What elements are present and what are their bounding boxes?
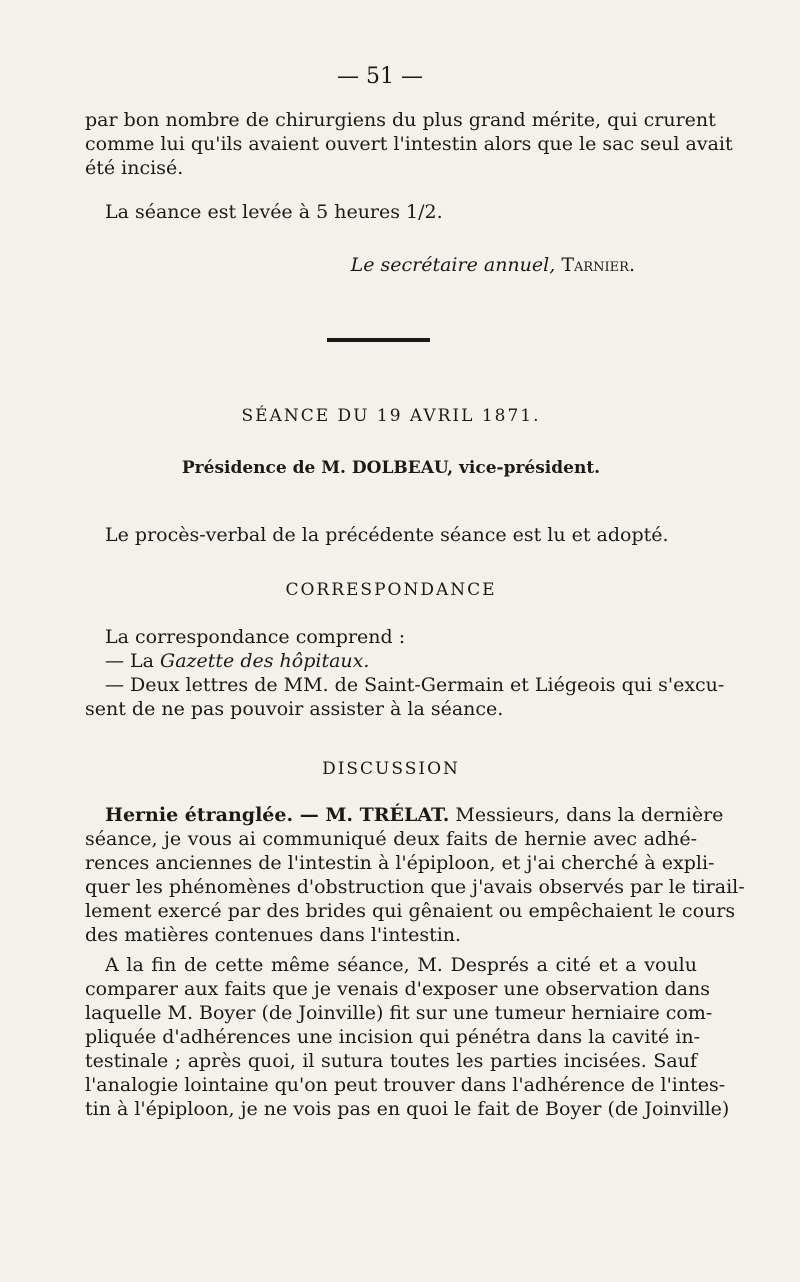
presidency-line: Présidence de M. DOLBEAU, vice-président.: [181, 458, 601, 478]
text-line: rences anciennes de l'intestin à l'épiploon, et j'ai cherché à expli-: [85, 852, 715, 874]
signature-name: Tarnier.: [561, 254, 635, 276]
minutes-line: Le procès-verbal de la précédente séance est lu et adopté.: [105, 524, 669, 546]
signature-role: Le secrétaire annuel,: [350, 254, 556, 276]
text-line: testinale ; après quoi, il sutura toutes les parties incisées. Sauf: [85, 1050, 697, 1072]
text-line: été incisé.: [85, 157, 184, 179]
section-divider: [327, 338, 430, 342]
journal-title: Gazette des hôpitaux.: [160, 650, 370, 672]
discussion-paragraph-2: [85, 953, 730, 1121]
session-title: SÉANCE DU 19 AVRIL 1871.: [241, 406, 541, 426]
correspondence-intro: La correspondance comprend :: [105, 626, 406, 648]
text-line: comme lui qu'ils avaient ouvert l'intestin alors que le sac seul avait: [85, 133, 733, 155]
discussion-heading: DISCUSSION: [322, 759, 460, 779]
text-line: l'analogie lointaine qu'on peut trouver dans l'adhérence de l'intes-: [85, 1074, 726, 1096]
correspondence-list: [85, 625, 725, 721]
correspondence-item: — La Gazette des hôpitaux.: [105, 650, 370, 672]
text-line: comparer aux faits que je venais d'exposer une observation dans: [85, 978, 710, 1000]
text-line: tin à l'épiploon, je ne vois pas en quoi le fait de Boyer (de Joinville): [85, 1098, 730, 1120]
correspondence-item: — Deux lettres de MM. de Saint-Germain et Liégeois qui s'excu-: [105, 674, 725, 696]
correspondence-item: sent de ne pas pouvoir assister à la séance.: [85, 698, 504, 720]
discussion-subject: Hernie étranglée.: [105, 804, 294, 826]
speaker: — M. TRÉLAT.: [293, 804, 450, 826]
text-line: lement exercé par des brides qui gênaient ou empêchaient le cours: [85, 900, 736, 922]
closing-statement: La séance est levée à 5 heures 1/2.: [105, 201, 443, 223]
text-line: laquelle M. Boyer (de Joinville) fit sur une tumeur herniaire com-: [85, 1002, 713, 1024]
text-line: A la fin de cette même séance, M. Després a cité et a voulu: [105, 954, 697, 976]
text-line: pliquée d'adhérences une incision qui pénétra dans la cavité in-: [85, 1026, 701, 1048]
intro-paragraph: [85, 108, 733, 180]
discussion-paragraph-1: [85, 803, 745, 947]
text-line: quer les phénomènes d'obstruction que j'avais observés par le tirail-: [85, 876, 745, 898]
text-line: par bon nombre de chirurgiens du plus grand mérite, qui crurent: [85, 109, 716, 131]
text-line: Hernie étranglée. — M. TRÉLAT. Messieurs, dans la dernière: [105, 804, 724, 826]
correspondence-heading: CORRESPONDANCE: [285, 580, 497, 600]
text-line: des matières contenues dans l'intestin.: [85, 924, 462, 946]
signature: [85, 253, 635, 277]
text-line: séance, je vous ai communiqué deux faits de hernie avec adhé-: [85, 828, 697, 850]
page-number: — 51 —: [337, 64, 423, 89]
